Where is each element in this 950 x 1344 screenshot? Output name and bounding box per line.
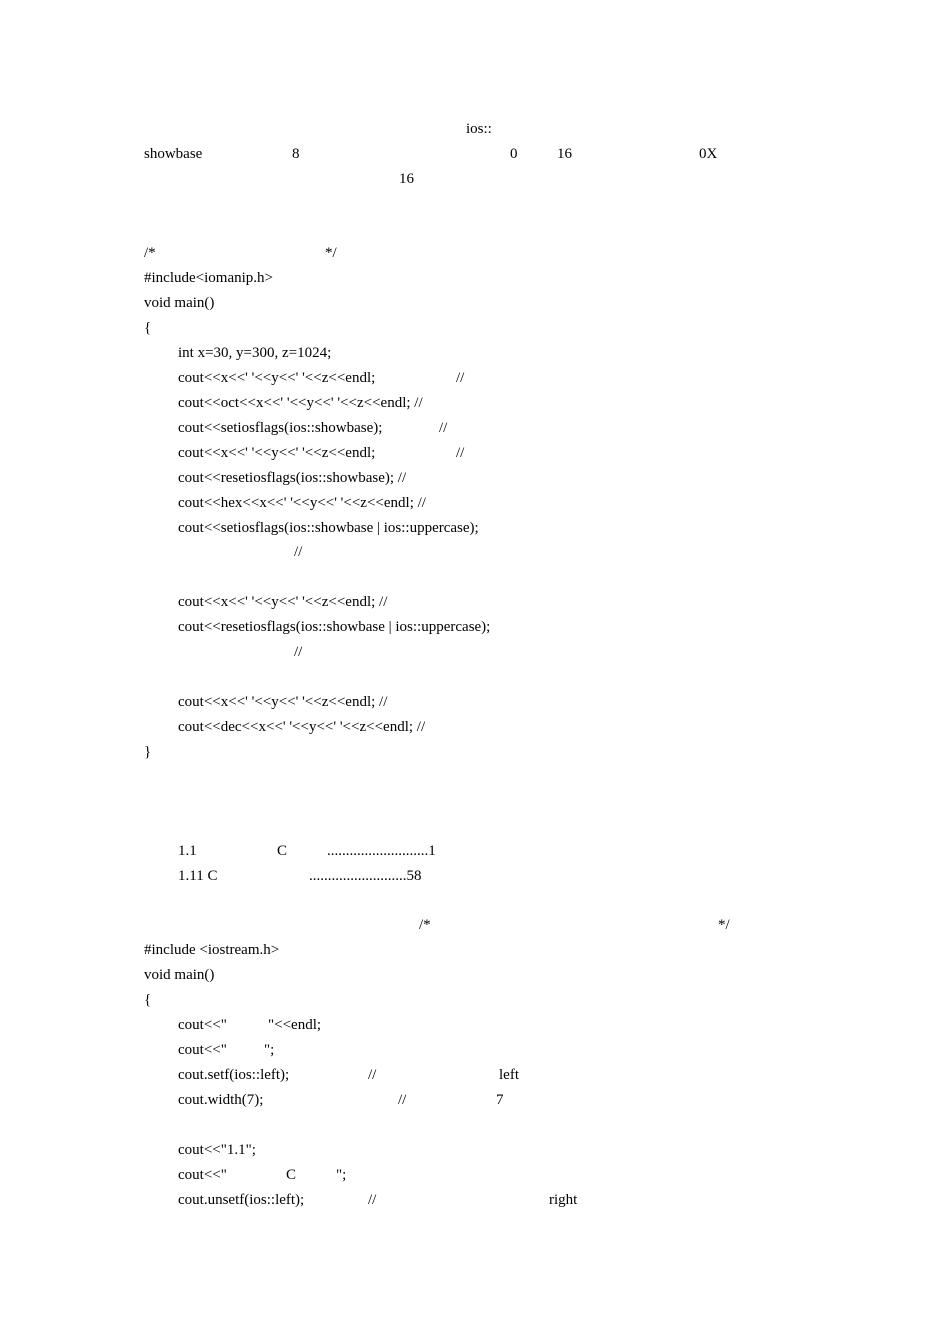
code-line: { xyxy=(144,992,152,1008)
code-line-tail: "<<endl; xyxy=(268,1017,322,1033)
code-keyword-right: right xyxy=(549,1192,578,1208)
code-comment: // xyxy=(456,445,465,461)
code-line: #include <iostream.h> xyxy=(144,942,280,958)
code-line: cout<<x<<' '<<y<<' '<<z<<endl; xyxy=(178,445,376,461)
code-line: cout.unsetf(ios::left); xyxy=(178,1192,305,1208)
intro-ios-prefix: ios:: xyxy=(466,121,492,137)
code2-comment-open: /* xyxy=(419,917,431,933)
code-comment: // xyxy=(439,420,448,436)
code-comment: // xyxy=(368,1067,377,1083)
code-line: #include<iomanip.h> xyxy=(144,270,273,286)
code-line: cout<<hex<<x<<' '<<y<<' '<<z<<endl; // xyxy=(178,495,426,511)
intro-showbase: showbase xyxy=(144,146,203,162)
code-line: } xyxy=(144,744,152,760)
code-line: cout<<setiosflags(ios::showbase | ios::uppercase); xyxy=(178,520,479,536)
code-keyword-left: left xyxy=(499,1067,519,1083)
code-comment: // xyxy=(368,1192,377,1208)
code-comment: // xyxy=(456,370,465,386)
intro-octal-8: 8 xyxy=(292,146,300,162)
code-line: cout<<resetiosflags(ios::showbase | ios::uppercase); xyxy=(178,619,491,635)
code2-comment-close: */ xyxy=(718,917,730,933)
code-comment: // xyxy=(294,644,303,660)
code-line: cout<<setiosflags(ios::showbase); xyxy=(178,420,383,436)
code-line: cout<<" xyxy=(178,1042,227,1058)
code-comment: // xyxy=(294,544,303,560)
code-line: cout.width(7); xyxy=(178,1092,264,1108)
code-line: cout<<x<<' '<<y<<' '<<z<<endl; xyxy=(178,370,376,386)
toc-row-1-number: 1.1 xyxy=(178,843,197,859)
code-line-tail: "; xyxy=(264,1042,275,1058)
intro-hex-16: 16 xyxy=(557,146,572,162)
toc-row-2-title: 1.11 C xyxy=(178,868,218,884)
code1-comment-open: /* xyxy=(144,245,156,261)
intro-16: 16 xyxy=(399,171,414,187)
intro-zero: 0 xyxy=(510,146,518,162)
code-line: void main() xyxy=(144,967,215,983)
code-line: int x=30, y=300, z=1024; xyxy=(178,345,332,361)
code-line: cout<<" xyxy=(178,1017,227,1033)
code-line: cout<<x<<' '<<y<<' '<<z<<endl; // xyxy=(178,694,388,710)
code-line: cout<<"1.1"; xyxy=(178,1142,256,1158)
code-line: cout.setf(ios::left); xyxy=(178,1067,290,1083)
toc-row-1-leader: ...........................1 xyxy=(327,843,436,859)
code-comment: // xyxy=(398,1092,407,1108)
code-string-c: C xyxy=(286,1167,297,1183)
code-line: cout<<dec<<x<<' '<<y<<' '<<z<<endl; // xyxy=(178,719,426,735)
code-line: void main() xyxy=(144,295,215,311)
code1-comment-close: */ xyxy=(325,245,337,261)
code-line: cout<<x<<' '<<y<<' '<<z<<endl; // xyxy=(178,594,388,610)
code-line: cout<<resetiosflags(ios::showbase); // xyxy=(178,470,407,486)
code-line: { xyxy=(144,320,152,336)
code-line-tail: "; xyxy=(336,1167,347,1183)
code-line: cout<<oct<<x<<' '<<y<<' '<<z<<endl; // xyxy=(178,395,423,411)
intro-0x: 0X xyxy=(699,146,718,162)
code-line: cout<<" xyxy=(178,1167,227,1183)
toc-row-2-leader: ..........................58 xyxy=(309,868,422,884)
code-width-7: 7 xyxy=(496,1092,504,1108)
toc-row-1-title: C xyxy=(277,843,288,859)
